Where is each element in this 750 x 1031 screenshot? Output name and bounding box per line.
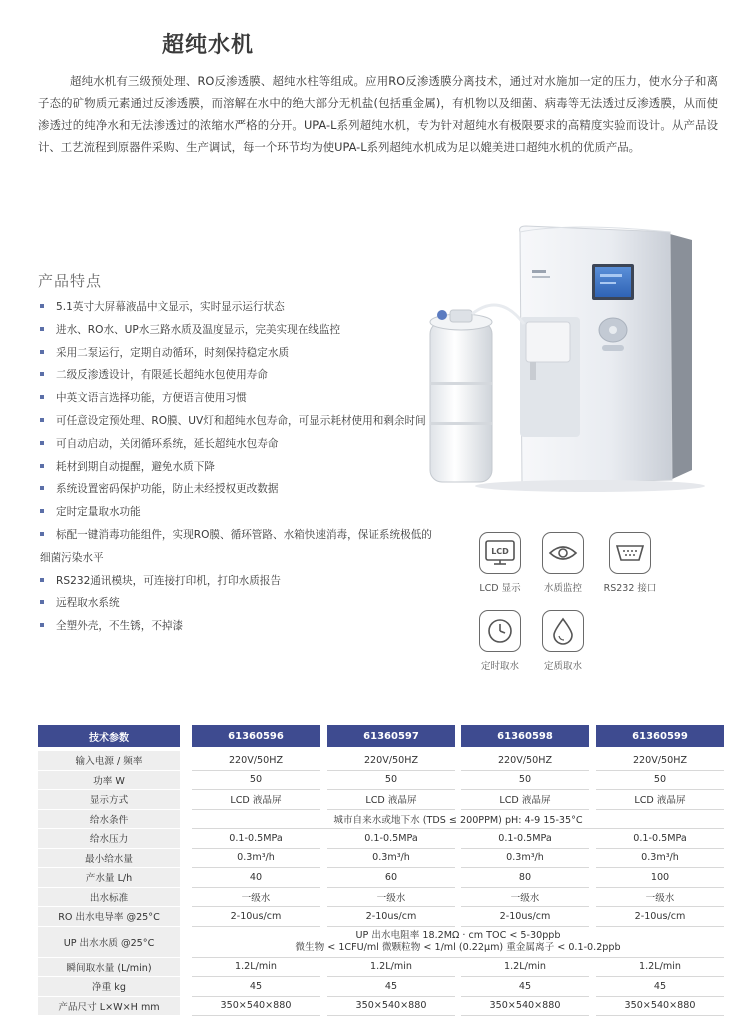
row-label: UP 出水水质 @25°C xyxy=(38,927,180,958)
spec-cell: 100 xyxy=(596,868,724,888)
clock-icon xyxy=(479,610,521,652)
spec-span-cell: 城市自来水或地下水 (TDS ≤ 200PPM) pH: 4-9 15-35°C xyxy=(192,810,724,830)
features-list xyxy=(40,296,440,638)
bullet-icon xyxy=(40,486,44,490)
icon-label: RS232 接口 xyxy=(603,583,657,594)
feature-item xyxy=(40,592,440,615)
spec-cell: 1.2L/min xyxy=(192,958,320,978)
feature-item xyxy=(40,478,440,501)
bullet-icon xyxy=(40,350,44,354)
icon-label: 水质监控 xyxy=(543,583,582,594)
quality-dispense-feature xyxy=(533,610,593,672)
model-header: 61360598 xyxy=(461,725,589,747)
feature-text: 中英文语言选择功能，方便语言使用习惯 xyxy=(56,392,247,405)
spec-cell: 50 xyxy=(192,771,320,791)
feature-item xyxy=(40,433,440,456)
spec-cell: LCD 液晶屏 xyxy=(461,790,589,810)
feature-item xyxy=(40,319,440,342)
spec-cell: 45 xyxy=(596,977,724,997)
spec-cell: 0.1-0.5MPa xyxy=(596,829,724,849)
row-label: 功率 W xyxy=(38,771,180,791)
spec-cell: 80 xyxy=(461,868,589,888)
bullet-icon xyxy=(40,441,44,445)
spec-cell: 350×540×880 xyxy=(192,997,320,1017)
spec-cell: 0.3m³/h xyxy=(461,849,589,869)
spec-cell: 45 xyxy=(461,977,589,997)
spec-cell: 350×540×880 xyxy=(461,997,589,1017)
param-header: 技术参数 xyxy=(38,725,180,747)
lcd-icon xyxy=(479,532,521,574)
bullet-icon xyxy=(40,623,44,627)
bullet-icon xyxy=(40,600,44,604)
spec-cell: 50 xyxy=(461,771,589,791)
bullet-icon xyxy=(40,509,44,513)
feature-text: 全塑外壳，不生锈，不掉漆 xyxy=(56,620,184,633)
spec-cell: 350×540×880 xyxy=(596,997,724,1017)
row-label: 给水压力 xyxy=(38,829,180,849)
feature-item xyxy=(40,501,440,524)
feature-text: 系统设置密码保护功能，防止未经授权更改数据 xyxy=(56,483,279,496)
row-label: RO 出水电导率 @25°C xyxy=(38,907,180,927)
spec-cell: 2-10us/cm xyxy=(596,907,724,927)
page-title: 超纯水机 xyxy=(162,33,255,58)
spec-cell: 50 xyxy=(596,771,724,791)
row-label: 产水量 L/h xyxy=(38,868,180,888)
spec-cell: LCD 液晶屏 xyxy=(327,790,455,810)
feature-item xyxy=(40,296,440,319)
spec-cell: 50 xyxy=(327,771,455,791)
feature-text: 可自动启动，关闭循环系统，延长超纯水包寿命 xyxy=(56,437,279,450)
row-label: 显示方式 xyxy=(38,790,180,810)
row-label: 输入电源 / 频率 xyxy=(38,751,180,771)
bullet-icon xyxy=(40,395,44,399)
spec-cell: 350×540×880 xyxy=(327,997,455,1017)
bullet-icon xyxy=(40,578,44,582)
spec-cell: 一级水 xyxy=(596,888,724,908)
feature-item xyxy=(40,456,440,479)
feature-text: 进水、RO水、UP水三路水质及温度显示，完美实现在线监控 xyxy=(56,323,341,336)
spec-cell: LCD 液晶屏 xyxy=(596,790,724,810)
row-label: 最小给水量 xyxy=(38,849,180,869)
bullet-icon xyxy=(40,304,44,308)
spec-cell: 2-10us/cm xyxy=(327,907,455,927)
row-label: 瞬间取水量 (L/min) xyxy=(38,958,180,978)
water-purifier-image xyxy=(420,222,710,497)
feature-item xyxy=(40,410,440,433)
eye-icon xyxy=(542,532,584,574)
spec-cell: 0.3m³/h xyxy=(327,849,455,869)
spec-cell: 1.2L/min xyxy=(461,958,589,978)
spec-cell: 0.1-0.5MPa xyxy=(461,829,589,849)
feature-item xyxy=(40,524,440,570)
spec-cell: 220V/50HZ xyxy=(192,751,320,771)
rs232-feature xyxy=(600,532,660,594)
spec-cell: 60 xyxy=(327,868,455,888)
feature-text: 采用二泵运行，定期自动循环，时刻保持稳定水质 xyxy=(56,346,290,359)
spec-cell: 45 xyxy=(192,977,320,997)
spec-cell: 0.1-0.5MPa xyxy=(192,829,320,849)
icon-label: LCD 显示 xyxy=(479,583,521,594)
water-drop-icon xyxy=(542,610,584,652)
features-heading: 产品特点 xyxy=(38,272,103,290)
spec-span-line: 微生物 < 1CFU/ml 微颗粒物 < 1/ml (0.22μm) 重金属离子 < 0.1-0.2ppb xyxy=(295,941,621,953)
feature-item xyxy=(40,615,440,638)
model-header: 61360596 xyxy=(192,725,320,747)
feature-text: 远程取水系统 xyxy=(56,597,120,610)
feature-text: RS232通讯模块，可连接打印机，打印水质报告 xyxy=(56,574,281,587)
spec-cell: 45 xyxy=(327,977,455,997)
spec-cell: LCD 液晶屏 xyxy=(192,790,320,810)
spec-cell: 40 xyxy=(192,868,320,888)
feature-text: 5.1英寸大屏幕液晶中文显示，实时显示运行状态 xyxy=(56,301,285,313)
intro-paragraph: 超纯水机有三级预处理、RO反渗透膜、超纯水柱等组成。应用RO反渗透膜分离技术，通过对水施加一定的压力，使水分子和离子态的矿物质元素通过反渗透膜，而溶解在水中的绝大部分无机盐(包括重金属)，有机物以及细菌、病毒等无法透过反渗透膜，从而使渗透过的纯净水和无法渗透过的浓缩水严格的分开。UPA-L系列超纯水机，专为针对超纯水有极限要求的高精度实验而设计。从产品设计、工艺流程到原器件采购、生产调试，每一个环节均为使UPA-L系列超纯水机成为足以媲美进口超纯水机的优质产品。 xyxy=(38,74,718,154)
row-label: 出水标准 xyxy=(38,888,180,908)
row-label: 给水条件 xyxy=(38,810,180,830)
icon-label: 定质取水 xyxy=(543,661,582,672)
spec-cell: 220V/50HZ xyxy=(327,751,455,771)
feature-item xyxy=(40,342,440,365)
spec-cell: 一级水 xyxy=(192,888,320,908)
feature-text: 可任意设定预处理、RO膜、UV灯和超纯水包寿命，可显示耗材使用和剩余时间 xyxy=(56,414,426,427)
water-quality-monitor-feature xyxy=(533,532,593,594)
bullet-icon xyxy=(40,372,44,376)
feature-text: 二级反渗透设计，有限延长超纯水包使用寿命 xyxy=(56,369,268,382)
bullet-icon xyxy=(40,418,44,422)
bullet-icon xyxy=(40,327,44,331)
spec-cell: 1.2L/min xyxy=(596,958,724,978)
svg-text:LCD: LCD xyxy=(491,547,509,556)
bullet-icon xyxy=(40,532,44,536)
spec-span-cell xyxy=(192,927,724,958)
spec-cell: 220V/50HZ xyxy=(461,751,589,771)
timed-dispense-feature xyxy=(470,610,530,672)
spec-cell: 0.1-0.5MPa xyxy=(327,829,455,849)
spec-cell: 一级水 xyxy=(461,888,589,908)
spec-span-line: UP 出水电阻率 18.2MΩ · cm TOC < 5-30ppb xyxy=(355,929,561,941)
spec-cell: 一级水 xyxy=(327,888,455,908)
feature-item xyxy=(40,364,440,387)
spec-cell: 220V/50HZ xyxy=(596,751,724,771)
model-header: 61360599 xyxy=(596,725,724,747)
feature-item xyxy=(40,570,440,593)
model-header: 61360597 xyxy=(327,725,455,747)
spec-cell: 1.2L/min xyxy=(327,958,455,978)
row-label: 产品尺寸 L×W×H mm xyxy=(38,997,180,1017)
serial-port-icon xyxy=(609,532,651,574)
feature-item xyxy=(40,387,440,410)
spec-cell: 0.3m³/h xyxy=(192,849,320,869)
spec-cell: 2-10us/cm xyxy=(192,907,320,927)
icon-label: 定时取水 xyxy=(480,661,519,672)
feature-text: 标配一键消毒功能组件，实现RO膜、循环管路、水箱快速消毒，保证系统极低的细菌污染水平 xyxy=(40,528,432,564)
feature-text: 定时定量取水功能 xyxy=(56,506,141,519)
feature-text: 耗材到期自动提醒，避免水质下降 xyxy=(56,460,215,473)
lcd-display-feature xyxy=(470,532,530,594)
bullet-icon xyxy=(40,464,44,468)
row-label: 净重 kg xyxy=(38,977,180,997)
spec-cell: 0.3m³/h xyxy=(596,849,724,869)
spec-cell: 2-10us/cm xyxy=(461,907,589,927)
